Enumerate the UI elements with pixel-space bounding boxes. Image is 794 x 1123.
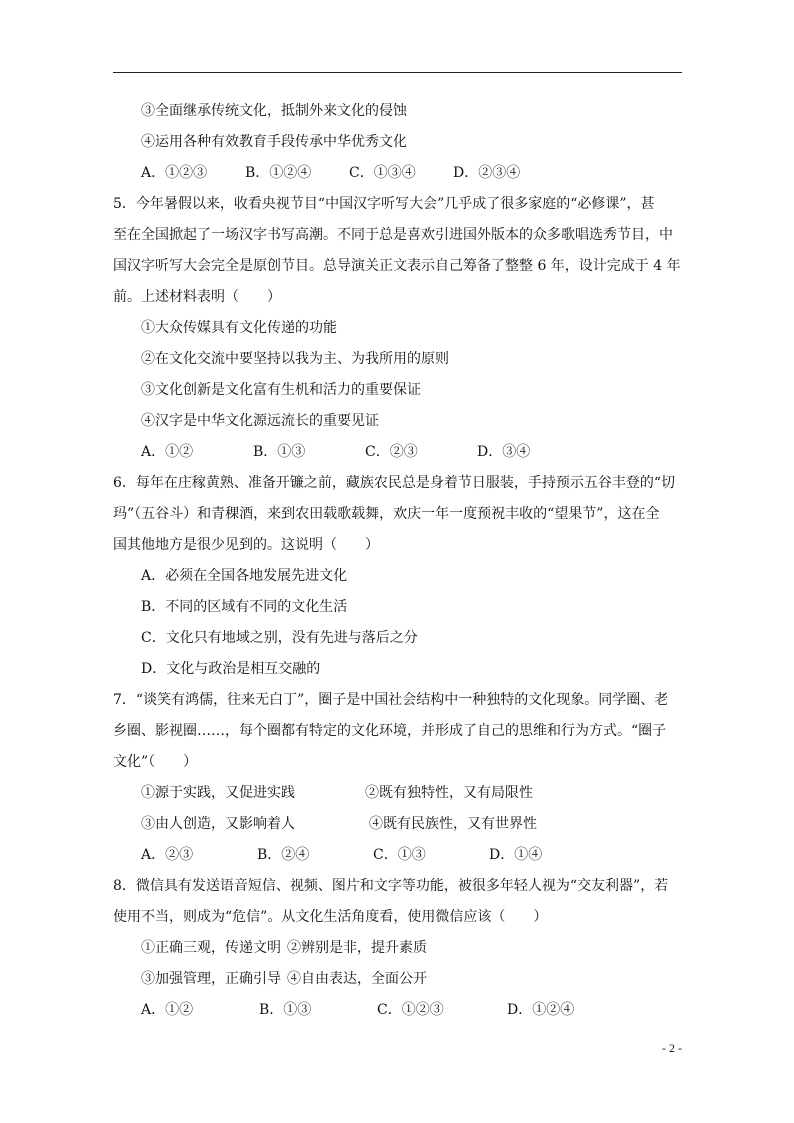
q8-item-2: ②辨别是非，提升素质 [287,940,427,956]
q5-options [113,437,682,468]
q7-stem-line: 乡圈、影视圈……，每个圈都有特定的文化环境，并形成了自己的思维和行为方式。“圈子 [113,723,667,739]
q8-option-a: A．①② [141,1002,194,1018]
q5-stem-line: 5．今年暑假以来，收看央视节目“中国汉字听写大会”几乎成了很多家庭的“必修课”，甚 [113,196,655,212]
q8-stem-line: 8．微信具有发送语音短信、视频、图片和文字等功能，被很多年轻人视为“交友利器”，若 [113,878,669,894]
q5-item-1: ①大众传媒具有文化传递的功能 [141,320,337,336]
q7-option-d: D．①④ [489,847,543,863]
q4-option-b: B．①②④ [245,165,312,181]
q8-item-3: ③加强管理，正确引导 [141,971,281,987]
q7-item-4: ④既有民族性，又有世界性 [369,816,537,832]
header-rule [113,72,682,73]
q5-item-3: ③文化创新是文化富有生机和活力的重要保证 [141,382,421,398]
q4-option-a: A．①②③ [141,165,208,181]
q7-options [113,840,682,871]
q5-stem-line: 至在全国掀起了一场汉字书写高潮。不同于总是喜欢引进国外版本的众多歌唱选秀节目，中 [113,227,673,243]
q7-item-2: ②既有独特性，又有局限性 [365,785,533,801]
q4-item-3: ③全面继承传统文化，抵制外来文化的侵蚀 [141,103,407,119]
q4-item-4: ④运用各种有效教育手段传承中华优秀文化 [141,134,407,150]
q7-option-c: C．①③ [373,847,426,863]
q8-items-row [113,964,682,995]
q6-stem-line: 6．每年在庄稼黄熟、准备开镰之前，藏族农民总是身着节日服装，手持预示五谷丰登的“切 [113,475,676,491]
q8-item-4: ④自由表达，全面公开 [287,971,427,987]
q6-stem-line: 国其他地方是很少见到的。这说明（ ） [113,537,379,553]
q5-option-a: A．①② [141,444,194,460]
q6-option-b: B．不同的区域有不同的文化生活 [141,599,348,615]
q6-stem-line: 玛”（五谷斗）和青稞酒，来到农田载歌载舞，欢庆一年一度预祝丰收的“望果节”，这在全 [113,506,660,522]
q5-stem-line: 前。上述材料表明（ ） [113,289,281,305]
q8-item-1: ①正确三观，传递文明 [141,940,281,956]
q7-items-row [113,778,682,809]
page-number: - 2 - [662,1041,682,1055]
q8-options [113,995,682,1026]
q6-option-d: D．文化与政治是相互交融的 [141,661,321,677]
q5-option-b: B．①③ [253,444,306,460]
q6-option-a: A．必须在全国各地发展先进文化 [141,568,348,584]
q5-option-c: C．②③ [365,444,418,460]
q5-item-4: ④汉字是中华文化源远流长的重要见证 [141,413,379,429]
exam-page [113,96,682,1026]
q5-item-2: ②在文化交流中要坚持以我为主、为我所用的原则 [141,351,449,367]
q7-item-3: ③由人创造，又影响着人 [141,816,295,832]
q8-items-row [113,933,682,964]
q7-item-1: ①源于实践，又促进实践 [141,785,295,801]
q7-stem-line: 文化”（ ） [113,754,198,770]
q8-option-d: D．①②④ [507,1002,575,1018]
q4-option-c: C．①③④ [349,165,416,181]
q6-option-c: C．文化只有地域之别，没有先进与落后之分 [141,630,418,646]
q5-stem-line: 国汉字听写大会完全是原创节目。总导演关正文表示自己筹备了整整 6 年，设计完成于 4 年 [113,258,681,274]
q8-option-b: B．①③ [259,1002,312,1018]
q7-stem-line: 7．“谈笑有鸿儒，往来无白丁”，圈子是中国社会结构中一种独特的文化现象。同学圈、老 [113,692,669,708]
q7-items-row [113,809,682,840]
q8-stem-line: 使用不当，则成为“危信”。从文化生活角度看，使用微信应该（ ） [113,909,548,925]
q4-option-d: D．②③④ [453,165,521,181]
q7-option-b: B．②④ [257,847,310,863]
q7-option-a: A．②③ [141,847,194,863]
q5-option-d: D．③④ [477,444,531,460]
q4-options [113,158,682,189]
q8-option-c: C．①②③ [377,1002,444,1018]
